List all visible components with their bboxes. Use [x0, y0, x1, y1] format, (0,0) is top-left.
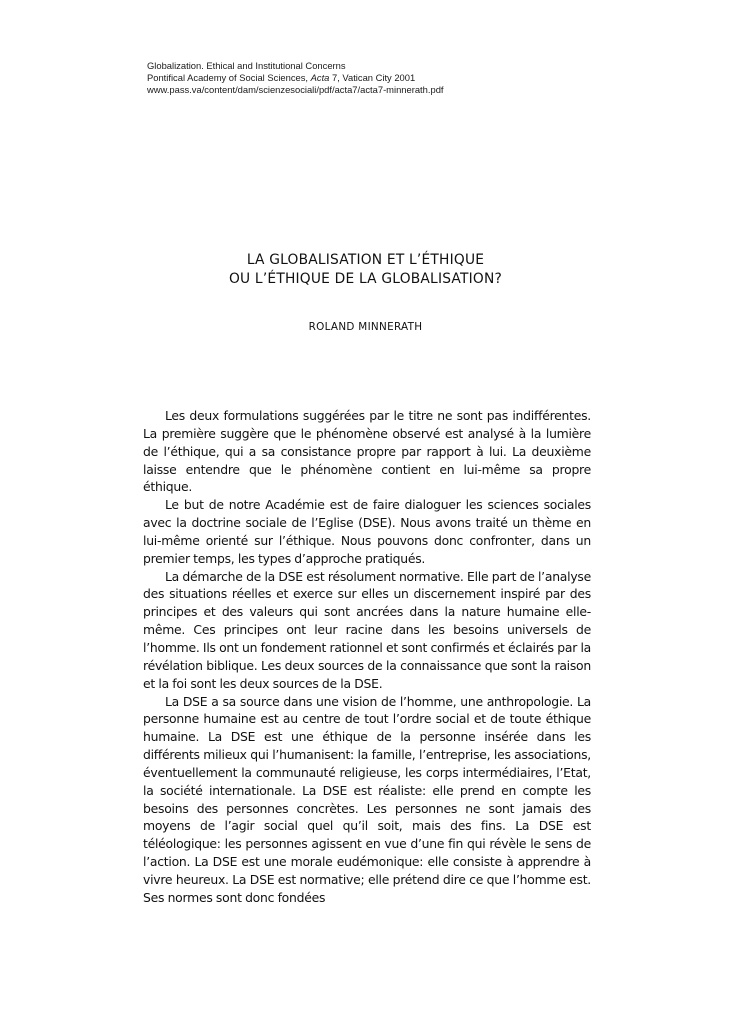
- header-volume: 7, Vatican City 2001: [329, 72, 416, 83]
- article-body: [143, 407, 591, 907]
- header-url: www.pass.va/content/dam/scienzesociali/pdf/acta7/acta7-minnerath.pdf: [147, 84, 444, 95]
- article-title: [0, 251, 731, 289]
- paragraph: Les deux formulations suggérées par le titre ne sont pas indifférentes. La première suggère que le phénomène observé est analysé à la lumière de l’éthique, qui a sa consistance propre par rapport à lui. La deuxième laisse entendre que le phénomène contient en lui-même sa propre éthique.: [143, 408, 591, 495]
- paragraph: La DSE a sa source dans une vision de l’homme, une anthropologie. La personne humaine est au centre de tout l’ordre social et de toute éthique humaine. La DSE est une éthique de la personne insérée dans les différents milieux qui l’humanisent: la famille, l’entreprise, les associations, éventuellement la communauté religieuse, les corps intermédiaires, l’Etat, la société internationale. La DSE est réaliste: elle prend en compte les besoins des personnes concrètes. Les personnes ne sont jamais des moyens de l’agir social quel qu’il soit, mais des fins. La DSE est téléologique: les personnes agissent en vue d’une fin qui révèle le sens de l’action. La DSE est une morale eudémonique: elle consiste à apprendre à vivre heureux. La DSE est normative; elle prétend dire ce que l’homme est. Ses normes sont donc fondées: [143, 693, 591, 905]
- header-series: Acta: [310, 72, 330, 83]
- author-name: ROLAND MINNERATH: [308, 321, 423, 333]
- title-line-1: LA GLOBALISATION ET L’ÉTHIQUE: [246, 252, 485, 268]
- header-publication: [147, 72, 444, 84]
- paragraph: La démarche de la DSE est résolument normative. Elle part de l’analyse des situations réelles et exerce sur elles un discernement inspiré par des principes et des valeurs qui sont ancrées dans la nature humaine elle-même. Ces principes ont leur racine dans les besoins universels de l’homme. Ils ont un fondement rationnel et sont confirmés et éclairés par la révélation biblique. Les deux sources de la connaissance que sont la raison et la foi sont les deux sources de la DSE.: [143, 568, 591, 691]
- title-line-2: OU L’ÉTHIQUE DE LA GLOBALISATION?: [228, 271, 502, 287]
- citation-header: [147, 60, 444, 96]
- paragraph: Le but de notre Académie est de faire dialoguer les sciences sociales avec la doctrine sociale de l’Eglise (DSE). Nous avons traité un thème en lui-même orienté sur l’éthique. Nous pouvons donc confronter, dans un premier temps, les types d’approche pratiqués.: [143, 497, 591, 566]
- header-publisher: Pontifical Academy of Social Sciences,: [147, 72, 311, 83]
- header-book-title: Globalization. Ethical and Institutional Concerns: [147, 60, 346, 71]
